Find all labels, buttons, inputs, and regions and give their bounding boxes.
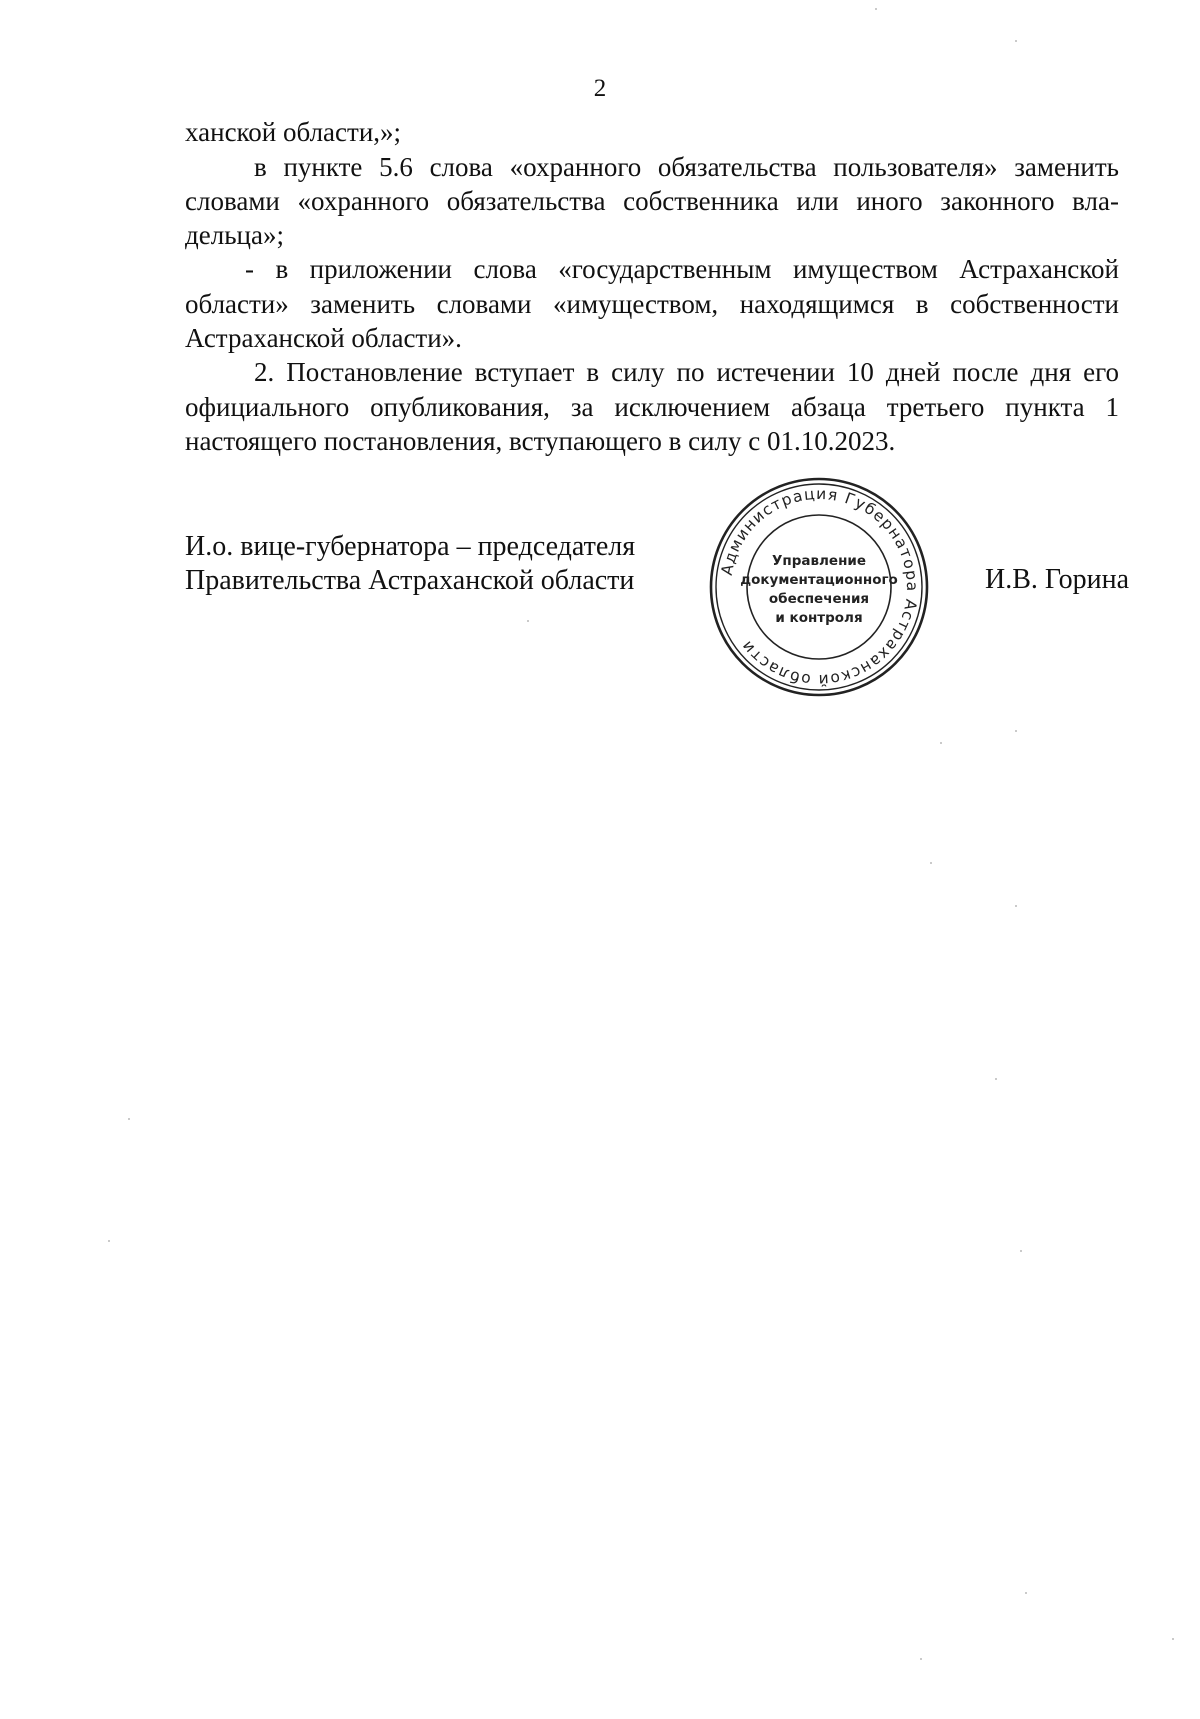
signatory-position (185, 530, 635, 598)
body-line: дельца»; (185, 220, 284, 250)
body-line: 2. Постановление вступает в силу по истечении 10 дней после дня его (254, 357, 1119, 387)
scan-speck (1172, 1638, 1174, 1640)
scan-speck (1020, 1250, 1022, 1252)
body-line: - в приложении слова «государственным имуществом Астраханской (245, 254, 1119, 284)
signatory-name: И.В. Горина (985, 564, 1130, 595)
body-line: ханской области,»; (185, 117, 402, 147)
scan-speck (128, 1118, 130, 1120)
signatory-position-line: И.о. вице-губернатора – председателя (185, 531, 636, 562)
scan-speck (1025, 1592, 1027, 1594)
stamp-center-text: Управление (771, 553, 867, 569)
scan-speck (108, 1240, 110, 1242)
stamp-ring-text: Администрация Губернатора Астраханской области (717, 484, 922, 690)
scan-speck (1015, 730, 1017, 732)
body-line: в пункте 5.6 слова «охранного обязательства пользователя» заменить (254, 152, 1119, 182)
stamp-center-text: обеспечения (768, 591, 870, 607)
scan-speck (1015, 905, 1017, 907)
body-line: Астраханской области». (185, 323, 462, 353)
scan-speck (527, 620, 529, 622)
body-line: области» заменить словами «имуществом, находящимся в собственности (185, 289, 1119, 319)
stamp-center-text: документационного (740, 572, 898, 588)
signatory-position-line: Правительства Астраханской области (185, 565, 635, 596)
scan-speck (875, 8, 877, 10)
official-stamp (708, 476, 930, 698)
scan-speck (930, 862, 932, 864)
scan-speck (920, 1658, 922, 1660)
scan-speck (940, 742, 942, 744)
stamp-center-text: и контроля (775, 610, 863, 626)
scan-speck (1015, 40, 1017, 42)
page-number: 2 (593, 75, 607, 102)
body-line: официального опубликования, за исключением абзаца третьего пункта 1 (185, 392, 1119, 422)
body-line: словами «охранного обязательства собственника или иного законного вла- (185, 186, 1119, 216)
scan-speck (995, 1078, 997, 1080)
body-line: настоящего постановления, вступающего в силу с 01.10.2023. (185, 426, 896, 456)
